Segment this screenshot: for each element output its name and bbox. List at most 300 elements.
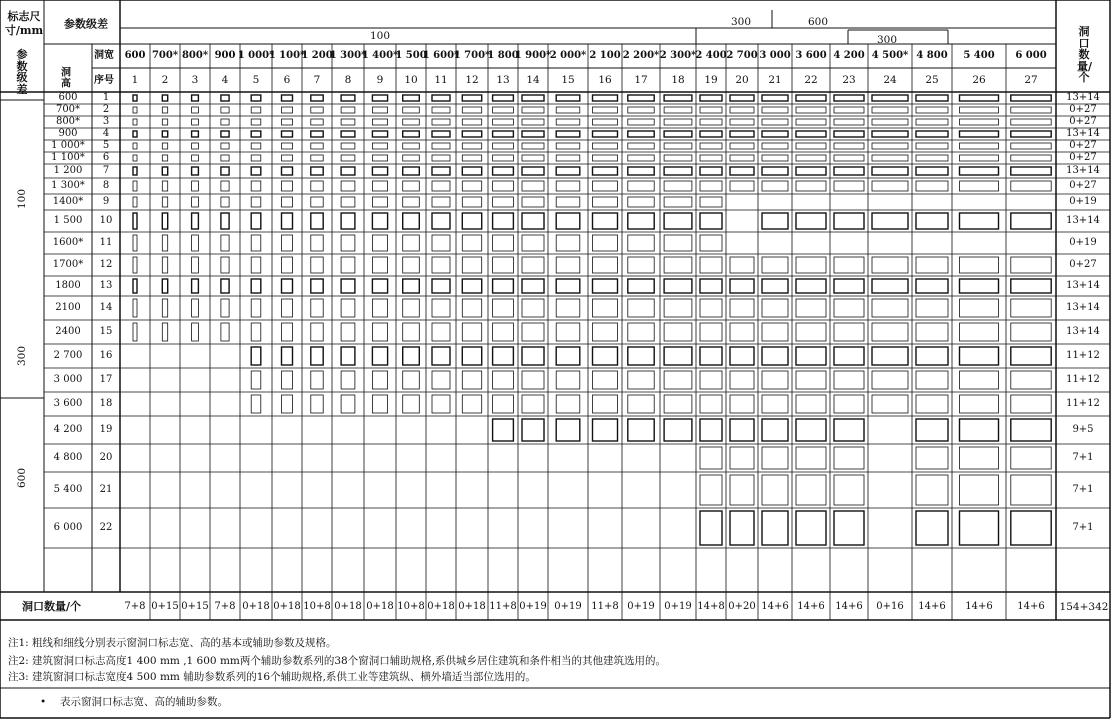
window-opening-mark: [372, 181, 387, 191]
footer-count: 0+19: [519, 601, 547, 612]
height-index: 13: [99, 280, 113, 291]
window-opening-mark: [700, 235, 722, 251]
row-count: 13+14: [1066, 280, 1100, 291]
window-opening-mark: [834, 155, 864, 161]
height-label: 1 500: [53, 215, 83, 226]
window-opening-mark: [834, 475, 864, 505]
window-opening-mark: [192, 167, 199, 175]
window-opening-mark: [664, 119, 692, 125]
window-opening-mark: [730, 181, 754, 191]
window-opening-mark: [796, 155, 826, 161]
window-opening-mark: [872, 323, 908, 341]
window-opening-mark: [872, 279, 908, 293]
footer-label: 洞口数量/个: [22, 600, 82, 613]
window-opening-mark: [796, 419, 826, 441]
width-index: 22: [804, 73, 818, 86]
window-opening-mark: [556, 155, 580, 161]
window-opening-mark: [556, 95, 580, 101]
window-opening-mark: [162, 119, 167, 125]
window-opening-mark: [372, 167, 387, 175]
footer-count: 14+6: [965, 601, 993, 612]
window-opening-mark: [628, 107, 654, 113]
window-opening-mark: [762, 371, 788, 389]
window-opening-mark: [432, 181, 450, 191]
height-label: 1400*: [52, 196, 84, 207]
window-opening-mark: [522, 419, 544, 441]
window-opening-mark: [462, 107, 481, 113]
window-opening-mark: [762, 167, 788, 175]
footer-count: 0+18: [427, 601, 455, 612]
width-label: 3 600: [795, 50, 827, 61]
window-opening-mark: [916, 279, 948, 293]
window-opening-mark: [730, 95, 754, 101]
window-opening-mark: [664, 197, 692, 207]
window-opening-mark: [372, 213, 387, 229]
legend-bullet: •: [40, 696, 47, 708]
height-index: 7: [102, 165, 110, 176]
width-label: 6 000: [1015, 50, 1047, 61]
window-opening-mark: [916, 131, 948, 137]
window-opening-mark: [341, 235, 355, 251]
window-opening-mark: [341, 213, 355, 229]
footer-count: 0+19: [554, 601, 582, 612]
footer-count: 14+6: [761, 601, 789, 612]
seq-label: 序号: [94, 75, 114, 86]
width-label: 2 400: [695, 50, 727, 61]
window-opening-mark: [1011, 347, 1051, 365]
width-label: 4 500*: [871, 50, 909, 61]
window-opening-mark: [1011, 511, 1051, 545]
window-opening-mark: [493, 395, 514, 413]
window-opening-mark: [796, 279, 826, 293]
window-opening-mark: [493, 143, 514, 149]
window-opening-mark: [960, 299, 999, 317]
window-opening-mark: [916, 143, 948, 149]
height-label: 1 200: [53, 165, 83, 176]
window-opening-mark: [834, 371, 864, 389]
window-opening-mark: [834, 167, 864, 175]
window-opening-mark: [916, 257, 948, 273]
window-opening-mark: [593, 143, 618, 149]
width-label: 2 100: [589, 50, 621, 61]
window-opening-mark: [796, 119, 826, 125]
window-opening-mark: [341, 299, 355, 317]
window-opening-mark: [834, 395, 864, 413]
window-opening-mark: [916, 299, 948, 317]
window-opening-mark: [796, 181, 826, 191]
window-opening-mark: [1011, 181, 1051, 191]
window-opening-mark: [872, 299, 908, 317]
window-opening-mark: [730, 395, 754, 413]
window-opening-mark: [730, 323, 754, 341]
window-opening-mark: [796, 107, 826, 113]
window-opening-mark: [311, 395, 323, 413]
window-opening-mark: [251, 371, 261, 389]
window-opening-mark: [372, 119, 387, 125]
footer-count: 0+18: [366, 601, 394, 612]
window-opening-mark: [432, 235, 450, 251]
window-opening-mark: [730, 419, 754, 441]
window-opening-mark: [462, 119, 481, 125]
width-label: 800*: [181, 50, 209, 61]
window-opening-mark: [372, 143, 387, 149]
window-opening-mark: [730, 299, 754, 317]
window-opening-mark: [403, 167, 420, 175]
note-3: 注3: 建筑窗洞口标志宽度4 500 mm 辅助参数系列的16个辅助规格,系供工业等建筑纵、横外墙适当部位选用的。: [8, 671, 536, 683]
window-opening-mark: [628, 131, 654, 137]
window-opening-mark: [372, 95, 387, 101]
window-opening-mark: [311, 95, 323, 101]
window-opening-mark: [916, 167, 948, 175]
window-opening-mark: [796, 143, 826, 149]
width-index: 26: [972, 73, 986, 86]
width-index: 4: [221, 73, 229, 86]
window-opening-mark: [522, 119, 544, 125]
window-opening-mark: [462, 347, 481, 365]
window-opening-mark: [628, 155, 654, 161]
window-opening-mark: [700, 213, 722, 229]
window-opening-mark: [522, 197, 544, 207]
width-label: 2 300*: [659, 50, 697, 61]
window-opening-mark: [916, 181, 948, 191]
window-opening-mark: [251, 213, 261, 229]
window-opening-mark: [311, 235, 323, 251]
window-opening-mark: [462, 131, 481, 137]
window-opening-mark: [282, 299, 293, 317]
window-opening-mark: [221, 213, 229, 229]
window-opening-mark: [341, 119, 355, 125]
window-opening-mark: [192, 257, 199, 273]
footer-count: 0+16: [876, 601, 904, 612]
window-opening-mark: [133, 95, 137, 101]
window-opening-mark: [341, 323, 355, 341]
width-label: 1 500: [395, 50, 427, 61]
window-opening-mark: [834, 107, 864, 113]
window-opening-mark: [730, 155, 754, 161]
window-opening-mark: [221, 323, 229, 341]
window-opening-mark: [834, 299, 864, 317]
window-opening-mark: [192, 107, 199, 113]
window-opening-mark: [133, 323, 137, 341]
window-opening-mark: [916, 155, 948, 161]
window-opening-mark: [493, 181, 514, 191]
window-opening-mark: [221, 181, 229, 191]
height-index: 4: [102, 128, 110, 139]
window-opening-mark: [311, 213, 323, 229]
window-opening-mark: [762, 155, 788, 161]
window-opening-mark: [730, 279, 754, 293]
window-opening-mark: [192, 197, 199, 207]
window-opening-mark: [762, 395, 788, 413]
width-label: 3 000: [759, 50, 791, 61]
height-index: 14: [99, 302, 113, 313]
footer-total: 154+342: [1059, 600, 1109, 613]
window-opening-mark: [341, 167, 355, 175]
window-opening-mark: [796, 257, 826, 273]
window-opening-mark: [593, 323, 618, 341]
window-opening-mark: [251, 299, 261, 317]
window-opening-mark: [251, 257, 261, 273]
window-opening-mark: [960, 279, 999, 293]
width-index: 2: [161, 73, 169, 86]
footer-count: 0+18: [273, 601, 301, 612]
window-opening-mark: [462, 323, 481, 341]
footer-count: 0+19: [627, 601, 655, 612]
window-opening-mark: [628, 167, 654, 175]
window-opening-mark: [493, 257, 514, 273]
window-opening-mark: [372, 299, 387, 317]
window-opening-mark: [664, 347, 692, 365]
height-label: 800*: [55, 116, 81, 127]
window-opening-mark: [282, 213, 293, 229]
window-opening-mark: [493, 119, 514, 125]
window-opening-mark: [730, 167, 754, 175]
window-opening-mark: [403, 371, 420, 389]
window-opening-mark: [311, 119, 323, 125]
window-opening-mark: [796, 395, 826, 413]
window-opening-mark: [133, 167, 137, 175]
window-opening-mark: [403, 95, 420, 101]
window-opening-mark: [628, 119, 654, 125]
row-count: 11+12: [1066, 350, 1100, 361]
window-opening-mark: [762, 131, 788, 137]
window-opening-mark: [700, 447, 722, 469]
window-opening-mark: [432, 155, 450, 161]
window-opening-mark: [522, 181, 544, 191]
row-count: 0+27: [1069, 104, 1097, 115]
window-opening-mark: [796, 371, 826, 389]
row-count: 0+27: [1069, 116, 1097, 127]
step-300b-label: 300: [876, 33, 898, 46]
row-group-label: 100: [15, 188, 28, 210]
window-opening-mark: [1011, 475, 1051, 505]
height-index: 1: [102, 92, 110, 103]
window-opening-mark: [462, 155, 481, 161]
window-opening-mark: [593, 119, 618, 125]
width-label: 2 000*: [549, 50, 587, 61]
window-opening-mark: [162, 323, 167, 341]
window-opening-mark: [192, 323, 199, 341]
window-opening-mark: [796, 167, 826, 175]
window-opening-mark: [960, 323, 999, 341]
window-opening-mark: [556, 131, 580, 137]
row-count: 9+5: [1072, 424, 1094, 435]
width-index: 13: [496, 73, 510, 86]
window-opening-mark: [834, 143, 864, 149]
window-opening-mark: [1011, 119, 1051, 125]
width-index: 7: [313, 73, 321, 86]
window-opening-mark: [493, 347, 514, 365]
window-opening-mark: [593, 299, 618, 317]
window-opening-mark: [251, 155, 261, 161]
window-opening-mark: [462, 395, 481, 413]
window-opening-mark: [192, 181, 199, 191]
window-opening-mark: [700, 323, 722, 341]
window-opening-mark: [192, 279, 199, 293]
window-opening-mark: [916, 511, 948, 545]
height-label: 1800: [55, 280, 81, 291]
footer-count: 10+8: [303, 601, 331, 612]
width-label: 1 400*: [361, 50, 399, 61]
window-opening-mark: [403, 347, 420, 365]
height-label: 4 200: [53, 424, 83, 435]
width-index: 12: [465, 73, 479, 86]
window-opening-mark: [730, 131, 754, 137]
height-label: 700*: [55, 104, 81, 115]
window-opening-mark: [916, 347, 948, 365]
window-opening-mark: [432, 371, 450, 389]
step-300-label: 300: [730, 15, 752, 28]
width-index: 3: [191, 73, 199, 86]
window-opening-mark: [556, 119, 580, 125]
width-index: 6: [283, 73, 291, 86]
row-count: 0+19: [1069, 237, 1097, 248]
window-opening-mark: [432, 213, 450, 229]
height-label: 900: [58, 128, 78, 139]
window-opening-mark: [762, 447, 788, 469]
window-opening-mark: [133, 197, 137, 207]
footer-count: 7+8: [124, 601, 146, 612]
window-opening-mark: [593, 197, 618, 207]
window-opening-mark: [162, 167, 167, 175]
height-index: 11: [99, 237, 113, 248]
width-label: 1 900*: [514, 50, 552, 61]
window-opening-mark: [462, 213, 481, 229]
window-opening-mark: [372, 323, 387, 341]
window-opening-mark: [192, 213, 199, 229]
window-opening-mark: [628, 213, 654, 229]
window-opening-mark: [282, 143, 293, 149]
window-opening-mark: [251, 395, 261, 413]
window-opening-mark: [311, 257, 323, 273]
window-opening-mark: [462, 299, 481, 317]
window-opening-mark: [493, 213, 514, 229]
window-opening-mark: [960, 107, 999, 113]
window-opening-mark: [960, 371, 999, 389]
window-opening-mark: [556, 257, 580, 273]
width-index: 5: [252, 73, 260, 86]
window-opening-mark: [1011, 257, 1051, 273]
row-count: 7+1: [1072, 484, 1094, 495]
window-opening-mark: [628, 235, 654, 251]
window-opening-mark: [341, 371, 355, 389]
window-opening-mark: [916, 371, 948, 389]
window-opening-mark: [872, 395, 908, 413]
window-opening-mark: [762, 107, 788, 113]
window-opening-mark: [664, 181, 692, 191]
window-opening-mark: [372, 197, 387, 207]
window-opening-mark: [762, 143, 788, 149]
window-opening-mark: [522, 299, 544, 317]
width-index: 11: [434, 73, 448, 86]
width-index: 1: [131, 73, 139, 86]
row-count: 13+14: [1066, 215, 1100, 226]
window-opening-mark: [1011, 279, 1051, 293]
height-index: 22: [99, 522, 113, 533]
window-opening-mark: [628, 279, 654, 293]
window-opening-mark: [372, 235, 387, 251]
footer-count: 14+6: [918, 601, 946, 612]
window-opening-mark: [872, 257, 908, 273]
row-count: 13+14: [1066, 92, 1100, 103]
window-opening-mark: [872, 95, 908, 101]
window-opening-mark: [664, 371, 692, 389]
width-index: 15: [561, 73, 575, 86]
window-opening-mark: [593, 395, 618, 413]
width-index: 21: [768, 73, 782, 86]
window-opening-mark: [311, 347, 323, 365]
window-opening-mark: [700, 257, 722, 273]
window-opening-mark: [282, 257, 293, 273]
window-opening-mark: [162, 279, 167, 293]
height-index: 10: [99, 215, 113, 226]
window-opening-mark: [593, 279, 618, 293]
window-opening-mark: [341, 107, 355, 113]
height-index: 3: [102, 116, 110, 127]
window-opening-mark: [493, 235, 514, 251]
window-opening-mark: [162, 131, 167, 137]
window-opening-mark: [730, 107, 754, 113]
window-opening-mark: [282, 95, 293, 101]
window-opening-mark: [796, 299, 826, 317]
window-opening-mark: [403, 279, 420, 293]
window-opening-mark: [403, 143, 420, 149]
window-opening-mark: [251, 167, 261, 175]
window-opening-mark: [311, 279, 323, 293]
param-step-vertical: 参数级差: [16, 47, 28, 96]
window-opening-mark: [593, 235, 618, 251]
window-opening-mark: [133, 213, 137, 229]
window-opening-mark: [221, 119, 229, 125]
window-opening-mark: [282, 371, 293, 389]
height-index: 16: [99, 350, 113, 361]
row-count: 13+14: [1066, 302, 1100, 313]
window-opening-mark: [872, 181, 908, 191]
window-opening-mark: [960, 475, 999, 505]
window-opening-mark: [251, 181, 261, 191]
window-opening-mark: [700, 475, 722, 505]
window-opening-mark: [282, 323, 293, 341]
footer-count: 0+15: [151, 601, 179, 612]
window-opening-mark: [341, 395, 355, 413]
window-opening-mark: [462, 235, 481, 251]
note-2: 注2: 建筑窗洞口标志高度1 400 mm ,1 600 mm两个辅助参数系列的38个窗洞口辅助规格,系供城乡居住建筑和条件相当的其他建筑选用的。: [8, 655, 667, 667]
hole-width-label: 洞宽: [94, 50, 114, 61]
width-label: 1 700*: [453, 50, 491, 61]
window-opening-mark: [133, 181, 137, 191]
window-opening-mark: [522, 167, 544, 175]
window-opening-mark: [762, 511, 788, 545]
window-opening-mark: [192, 155, 199, 161]
width-label: 1 200: [301, 50, 333, 61]
window-opening-mark: [834, 419, 864, 441]
window-opening-mark: [916, 323, 948, 341]
footer-count: 10+8: [397, 601, 425, 612]
window-opening-mark: [432, 347, 450, 365]
window-opening-mark: [403, 213, 420, 229]
window-opening-mark: [522, 395, 544, 413]
window-opening-mark: [251, 119, 261, 125]
height-label: 1600*: [52, 237, 84, 248]
window-opening-mark: [593, 95, 618, 101]
window-opening-mark: [762, 257, 788, 273]
window-opening-mark: [282, 119, 293, 125]
window-opening-mark: [700, 95, 722, 101]
window-opening-mark: [1011, 419, 1051, 441]
window-opening-mark: [593, 347, 618, 365]
window-opening-mark: [221, 107, 229, 113]
window-opening-mark: [311, 143, 323, 149]
